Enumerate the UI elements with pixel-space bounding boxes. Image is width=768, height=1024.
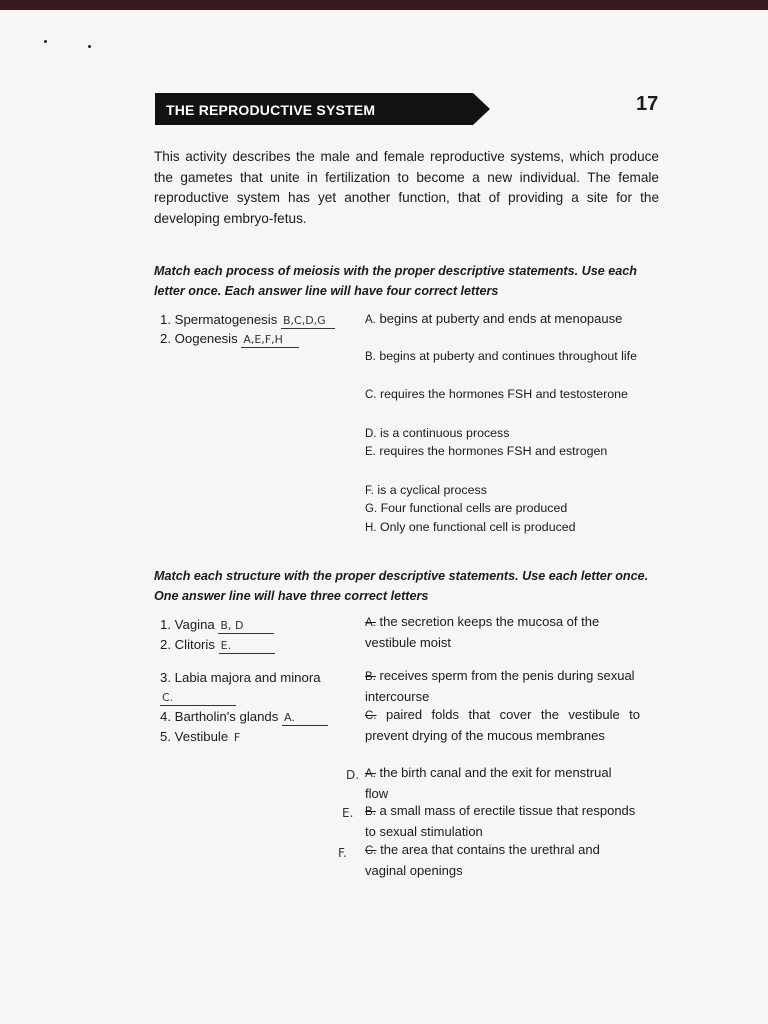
option-item: C. the area that contains the urethral and vaginal openings xyxy=(365,842,600,878)
question-label: 2. Oogenesis xyxy=(160,331,238,346)
option-item: G. Four functional cells are produced xyxy=(365,501,568,515)
option-item: C. paired folds that cover the vestibule to prevent drying of the mucous membranes xyxy=(365,707,640,743)
answer-line[interactable]: A. xyxy=(282,711,328,726)
section2-instructions: Match each structure with the proper descriptive statements. Use each letter once. One answer line will have three correct letters xyxy=(154,569,649,603)
question-labia xyxy=(160,670,321,685)
answer-line[interactable]: C. xyxy=(160,691,236,706)
question-label: 5. Vestibule xyxy=(160,729,229,744)
question-bartholins-glands xyxy=(160,709,328,726)
option-item: E. requires the hormones FSH and estrogen xyxy=(365,444,608,458)
section1-instructions: Match each process of meiosis with the proper descriptive statements. Use each letter once. Each answer line will have four correct letters xyxy=(154,264,637,298)
title-banner xyxy=(155,93,490,125)
option-item: B. receives sperm from the penis during sexual intercourse xyxy=(365,668,635,704)
answer-line[interactable]: F xyxy=(233,731,241,744)
question-vagina xyxy=(160,617,274,634)
question-clitoris xyxy=(160,637,275,654)
option-item: A. begins at puberty and ends at menopause xyxy=(365,311,623,326)
option-item: A. the birth canal and the exit for menstrual flow xyxy=(365,765,612,801)
option-item: B. begins at puberty and continues throughout life xyxy=(365,349,637,363)
page-number: 17 xyxy=(636,93,659,115)
answer-line[interactable]: B, D xyxy=(218,619,274,634)
speck-mark xyxy=(88,45,91,48)
question-label: 4. Bartholin's glands xyxy=(160,709,279,724)
question-label: 1. Vagina xyxy=(160,617,215,632)
answer-row-labia xyxy=(160,689,236,706)
intro-paragraph: This activity describes the male and female reproductive systems, which produce the gametes that unite in fertilization to become a new individual. The female reproductive system has yet another function, that of providing a site for the developing embryo-fetus. xyxy=(154,149,659,226)
question-label: 1. Spermatogenesis xyxy=(160,312,278,327)
option-item: C. requires the hormones FSH and testosterone xyxy=(365,387,628,401)
option-item: F. is a cyclical process xyxy=(365,483,487,497)
handwritten-letter: E. xyxy=(342,806,354,820)
option-item: A. the secretion keeps the mucosa of the vestibule moist xyxy=(365,614,600,650)
question-vestibule xyxy=(160,729,264,745)
handwritten-letter: F. xyxy=(338,846,347,860)
option-item: H. Only one functional cell is produced xyxy=(365,520,576,534)
page-top-edge xyxy=(0,0,768,10)
option-item: D. is a continuous process xyxy=(365,426,510,440)
question-label: 2. Clitoris xyxy=(160,637,215,652)
answer-line[interactable]: A,E,F,H xyxy=(241,333,299,348)
question-oogenesis xyxy=(160,331,299,348)
page-title: THE REPRODUCTIVE SYSTEM xyxy=(166,102,376,118)
handwritten-letter: D. xyxy=(346,768,360,782)
answer-line[interactable]: E. xyxy=(219,639,275,654)
question-label: 3. Labia majora and minora xyxy=(160,670,321,685)
option-item: B. a small mass of erectile tissue that responds to sexual stimulation xyxy=(365,803,636,839)
answer-line[interactable]: B,C,D,G xyxy=(281,314,335,329)
question-spermatogenesis xyxy=(160,312,335,329)
speck-mark xyxy=(44,40,47,43)
